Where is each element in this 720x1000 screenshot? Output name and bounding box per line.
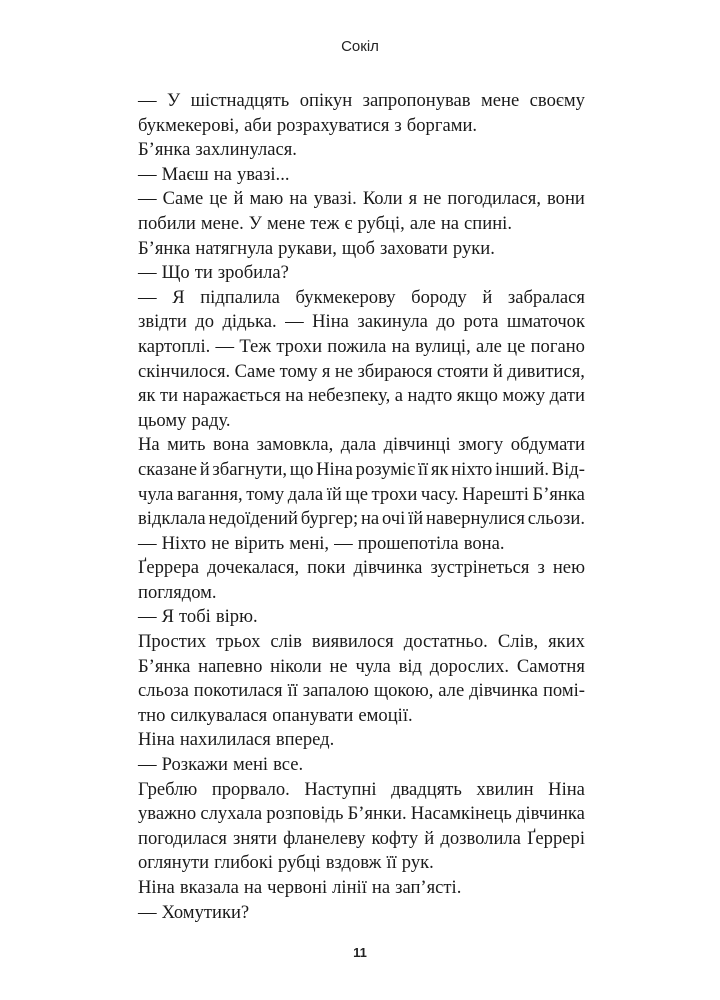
page-number xyxy=(0,945,720,960)
text-line: скінчилося. Саме тому я не збираюся стояти й дивитися, xyxy=(138,360,585,382)
text-line: картоплі. — Теж трохи пожила на вулиці, але це погано xyxy=(138,335,585,357)
text-line: як ти наражається на небезпеку, а надто якщо можу дати xyxy=(138,385,585,407)
text-line: Б’янка захлинулася. xyxy=(138,139,297,161)
text-line: погодилася зняти фланелеву кофту й дозволила Ґеррері xyxy=(138,827,585,849)
text-line: — Ніхто не вірить мені, — прошепотіла вона. xyxy=(138,532,505,554)
text-line: чула вагання, тому дала їй ще трохи часу. Нарешті Б’янка xyxy=(138,483,585,505)
text-line: Ніна вказала на червоні лінії на зап’ясті. xyxy=(138,877,462,898)
text-line: Греблю прорвало. Наступні двадцять хвилин Ніна xyxy=(138,778,585,800)
body-text xyxy=(138,89,585,925)
text-line: уважно слухала розповідь Б’янки. Насамкінець дівчинка xyxy=(138,803,585,825)
text-line: На мить вона замовкла, дала дівчинці змогу обдумати xyxy=(138,434,585,456)
text-line: сказане й збагнути, що Ніна розуміє її як ніхто інший. Від- xyxy=(138,458,585,480)
text-line: — Розкажи мені все. xyxy=(138,754,304,776)
text-line: Б’янка натягнула рукави, щоб заховати руки. xyxy=(138,237,495,259)
text-line: — У шістнадцять опікун запропонував мене своєму xyxy=(138,90,585,111)
text-line: побили мене. У мене теж є рубці, але на спині. xyxy=(138,212,512,234)
text-line: Ніна нахилилася вперед. xyxy=(138,729,335,751)
text-line: — Саме це й маю на увазі. Коли я не погодилася, вони xyxy=(138,188,585,210)
running-header xyxy=(0,38,720,55)
text-line: — Що ти зробила? xyxy=(138,262,289,284)
text-line: відклала недоїдений бургер; на очі їй навернулися сльози. xyxy=(138,508,585,530)
text-line: сльоза покотилася її запалою щокою, але дівчинка помі- xyxy=(138,680,585,702)
text-line: Ґеррера дочекалася, поки дівчинка зустрінеться з нею xyxy=(138,557,585,579)
page-number-value: 11 xyxy=(353,945,367,960)
text-line: Простих трьох слів виявилося достатньо. Слів, яких xyxy=(138,631,585,653)
text-line: цьому раду. xyxy=(138,409,231,431)
text-line: поглядом. xyxy=(138,581,217,603)
text-line: — Я тобі вірю. xyxy=(138,606,258,628)
text-line: букмекерові, аби розрахуватися з боргами. xyxy=(138,114,478,136)
text-line: — Маєш на увазі... xyxy=(138,163,290,185)
text-line: звідти до дідька. — Ніна закинула до рота шматочок xyxy=(138,311,585,333)
running-title: Сокіл xyxy=(341,38,379,55)
text-line: — Я підпалила букмекерову бороду й забралася xyxy=(138,286,585,308)
text-line: оглянути глибокі рубці вздовж її рук. xyxy=(138,852,434,874)
text-line: — Хомутики? xyxy=(138,901,250,923)
text-line: Б’янка напевно ніколи не чула від дорослих. Самотня xyxy=(138,655,585,677)
text-line: тно силкувалася опанувати емоції. xyxy=(138,704,413,726)
